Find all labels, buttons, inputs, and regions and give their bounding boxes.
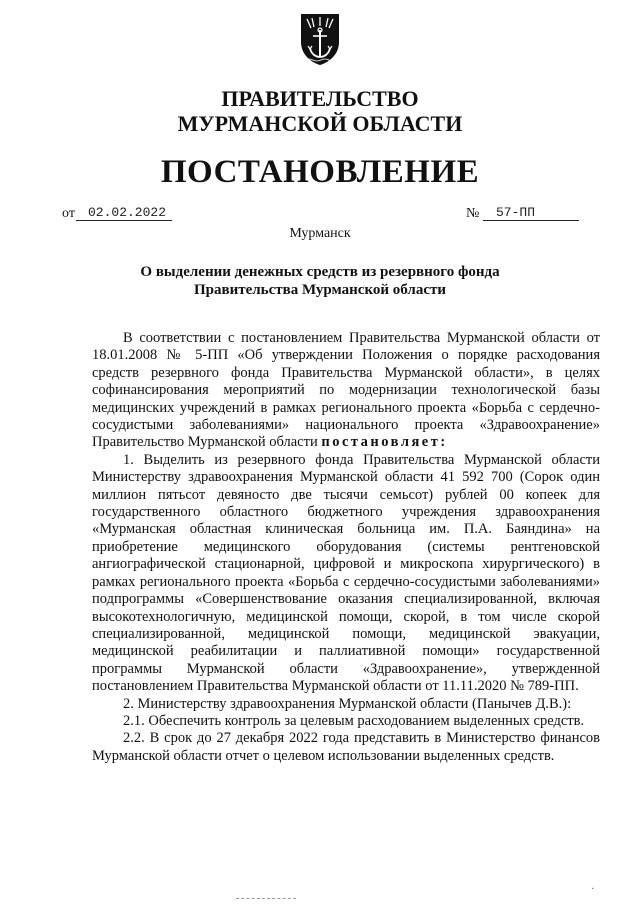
document-title <box>0 263 640 299</box>
item-2-paragraph: 2. Министерству здравоохранения Мурманской области (Панычев Д.В.): <box>123 695 572 712</box>
coat-of-arms-icon <box>299 12 341 66</box>
number-underline <box>483 219 579 221</box>
document-title-line-2: Правительства Мурманской области <box>193 282 447 298</box>
document-title-line-1: О выделении денежных средств из резервного фонда <box>140 264 500 280</box>
preamble-text: В соответствии с постановлением Правительства Мурманской области от 18.01.2008 № 5-ПП «Об утверждении Положения о порядке расходования средств резервного фонда Правительства Мурманской области», в целях софинансирования мероприятий по модернизации технологической базы медицинских учреждений в рамках регионального проекта «Борьба с сердечно-сосудистыми заболеваниями» национального проекта «Здравоохранение» Правительство Мурманской области <box>92 330 600 451</box>
decree-word: постановляет: <box>321 434 448 451</box>
preamble-paragraph <box>92 330 600 452</box>
city: Мурманск <box>289 226 351 241</box>
date-underline <box>76 219 172 221</box>
date-label: от <box>62 206 75 221</box>
authority-line-1: ПРАВИТЕЛЬСТВО <box>221 86 419 111</box>
item-2-2-paragraph: 2.2. В срок до 27 декабря 2022 года представить в Министерство финансов Мурманской области отчет о целевом использовании выделенных средств. <box>92 730 600 764</box>
page-footer-mark <box>236 898 296 900</box>
number-label: № <box>466 206 480 221</box>
item-2-1-paragraph: 2.1. Обеспечить контроль за целевым расходованием выделенных средств. <box>123 712 585 729</box>
item-1-paragraph: 1. Выделить из резервного фонда Правительства Мурманской области Министерству здравоохранения Мурманской области 41 592 700 (Сорок один миллион пятьсот девяносто две тысячи семьсот) рублей 00 копеек для государственного областного бюджетного учреждения здравоохранения «Мурманская областная клиническая больница им. П.А. Баяндина» на приобретение медицинского оборудования (системы рентгеновской ангиографической стационарной, цифровой и микроскопа хирургического) в рамках регионального проекта «Борьба с сердечно-сосудистыми заболеваниями» подпрограммы «Совершенствование оказания специализированной, включая высокотехнологичную, медицинской помощи, скорой, в том числе скорой специализированной, медицинской помощи, медицинской эвакуации, медицинской реабилитации и паллиативной помощи» государственной программы Мурманской области «Здравоохранение», утвержденной постановлением Правительства Мурманской области от 11.11.2020 № 789-ПП. <box>92 451 600 695</box>
number-value: 57-ПП <box>496 205 536 220</box>
corner-mark: · <box>591 884 595 895</box>
authority-line-2: МУРМАНСКОЙ ОБЛАСТИ <box>177 111 463 136</box>
authority-name <box>0 86 640 136</box>
date-value: 02.02.2022 <box>88 205 167 220</box>
document-body <box>92 330 600 765</box>
document-type-heading: ПОСТАНОВЛЕНИЕ <box>160 154 480 190</box>
